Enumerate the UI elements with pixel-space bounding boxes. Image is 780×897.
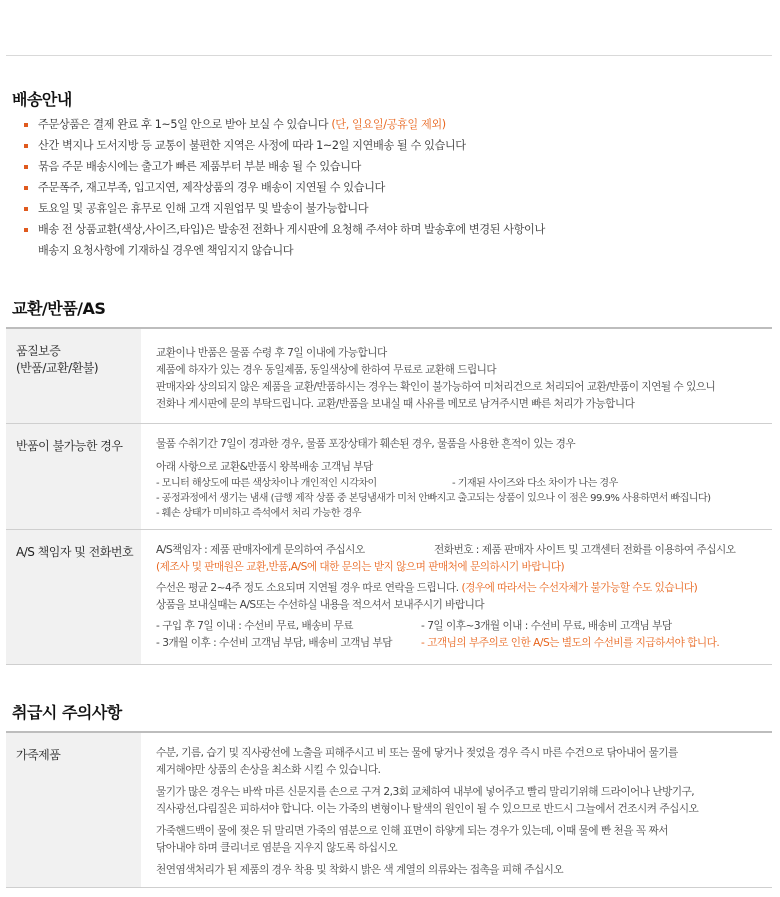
- leather-label: 가죽제품: [6, 732, 141, 888]
- list-item: 주문폭주, 재고부족, 입고지연, 제작상품의 경우 배송이 지연될 수 있습니다: [38, 177, 545, 198]
- list-item: 주문상품은 결제 완료 후 1~5일 안으로 받아 보실 수 있습니다 (단, 일요일/공휴일 제외): [38, 114, 545, 135]
- leather-content: 수분, 기름, 습기 및 직사광선에 노출을 피해주시고 비 또는 물에 닿거나 젖었을 경우 즉시 마른 수건으로 닦아내어 물기를 제거해야만 상품의 손상을 최소화 시킬 수 있습니다. 물기가 많은 경우는 바싹 마른 신문지를 손으로 구겨 2,3회 교체하여 내부에 넣어주고 빨리 말리기위해 드라이어나 난방기구, 직사광선,다림질은 피하셔야 합니다. 이는 가죽의 변형이나 탈색의 원인이 될 수 있으므로 반드시 그늘에서 건조시켜 주십시오 가죽핸드백이 물에 젖은 뒤 말리면 가죽의 염분으로 인해 표면이 하얗게 되는 경우가 있는데, 이때 물에 빤 천을 꼭 짜서 닦아내야 하며 클리너로 염분을 지우지 않도록 하십시오 천연염색처리가 된 제품의 경우 착용 및 착화시 밝은 색 계열의 의류와는 접촉을 피해 주십시오: [141, 732, 772, 888]
- list-item: 배송 전 상품교환(색상,사이즈,타입)은 발송전 전화나 게시판에 요청해 주셔야 하며 발송후에 변경된 사항이나: [38, 219, 545, 240]
- table-row: [6, 328, 772, 423]
- exchange-table: [6, 327, 772, 665]
- impossible-label: 반품이 불가능한 경우: [6, 423, 141, 529]
- bullet-icon: [24, 186, 28, 190]
- bullet-icon: [24, 144, 28, 148]
- bullet-icon: [24, 207, 28, 211]
- care-table: [6, 731, 772, 888]
- list-item-continuation: 배송지 요청사항에 기재하실 경우엔 책임지지 않습니다: [38, 244, 294, 257]
- care-title: 취급시 주의사항: [12, 703, 122, 722]
- table-row: [6, 529, 772, 664]
- list-item: 토요일 및 공휴일은 휴무로 인해 고객 지원업무 및 발송이 불가능합니다: [38, 198, 545, 219]
- list-item: 산간 벽지나 도서지방 등 교통이 불편한 지역은 사정에 따라 1~2일 지연배송 될 수 있습니다: [38, 135, 545, 156]
- quality-label: 품질보증 (반품/교환/환불): [6, 328, 141, 423]
- table-row: [6, 732, 772, 888]
- bullet-icon: [24, 165, 28, 169]
- impossible-content: 물품 수취기간 7일이 경과한 경우, 물품 포장상태가 훼손된 경우, 물품을 사용한 흔적이 있는 경우 아래 사항으로 교환&반품시 왕복배송 고객님 부담 - 모니터 해상도에 따른 색상차이나 개인적인 시각차이 - 기재된 사이즈와 다소 차이가 나는 경우 - 공정과정에서 생기는 냄새 (급행 제작 상품 중 본딩냄새가 미처 안빠지고 출고되는 상품이 있으나 이 점은 99.9% 사용하면서 빠집니다) - 훼손 상태가 미비하고 즉석에서 처리 가능한 경우: [141, 423, 772, 529]
- shipping-list: [38, 114, 545, 261]
- top-divider: [6, 55, 772, 56]
- bullet-icon: [24, 123, 28, 127]
- exchange-title: 교환/반품/AS: [12, 299, 106, 318]
- shipping-title: 배송안내: [12, 90, 72, 109]
- as-content: A/S책임자 : 제품 판매자에게 문의하여 주십시오 전화번호 : 제품 판매자 사이트 및 고객센터 전화를 이용하여 주십시오 (제조사 및 판매원은 교환,반품,A/S에 대한 문의는 받지 않으며 판매처에 문의하시기 바랍니다) 수선은 평균 2~4주 정도 소요되며 지연될 경우 따로 연락을 드립니다. (경우에 따라서는 수선자체가 불가능할 수도 있습니다) 상품을 보내실때는 A/S또는 수선하실 내용을 적으셔서 보내주시기 바랍니다 - 구입 후 7일 이내 : 수선비 무료, 배송비 무료 - 7일 이후~3개월 이내 : 수선비 무료, 배송비 고객님 부담 - 3개월 이후 : 수선비 고객님 부담, 배송비 고객님 부담 - 고객님의 부주의로 인한 A/S는 별도의 수선비를 지급하셔야 합니다.: [141, 529, 772, 664]
- as-label: A/S 책임자 및 전화번호: [6, 529, 141, 664]
- table-row: [6, 423, 772, 529]
- bullet-icon: [24, 228, 28, 232]
- quality-content: 교환이나 반품은 물품 수령 후 7일 이내에 가능합니다 제품에 하자가 있는 경우 동일제품, 동일색상에 한하여 무료로 교환해 드립니다 판매자와 상의되지 않은 제품을 교환/반품하시는 경우는 확인이 불가능하여 미처리건으로 처리되어 교환/반품이 지연될 수 있으니 전화나 게시판에 문의 부탁드립니다. 교환/반품을 보내실 때 사유를 메모로 남겨주시면 빠른 처리가 가능합니다: [141, 328, 772, 423]
- list-item: 묶음 주문 배송시에는 출고가 빠른 제품부터 부분 배송 될 수 있습니다: [38, 156, 545, 177]
